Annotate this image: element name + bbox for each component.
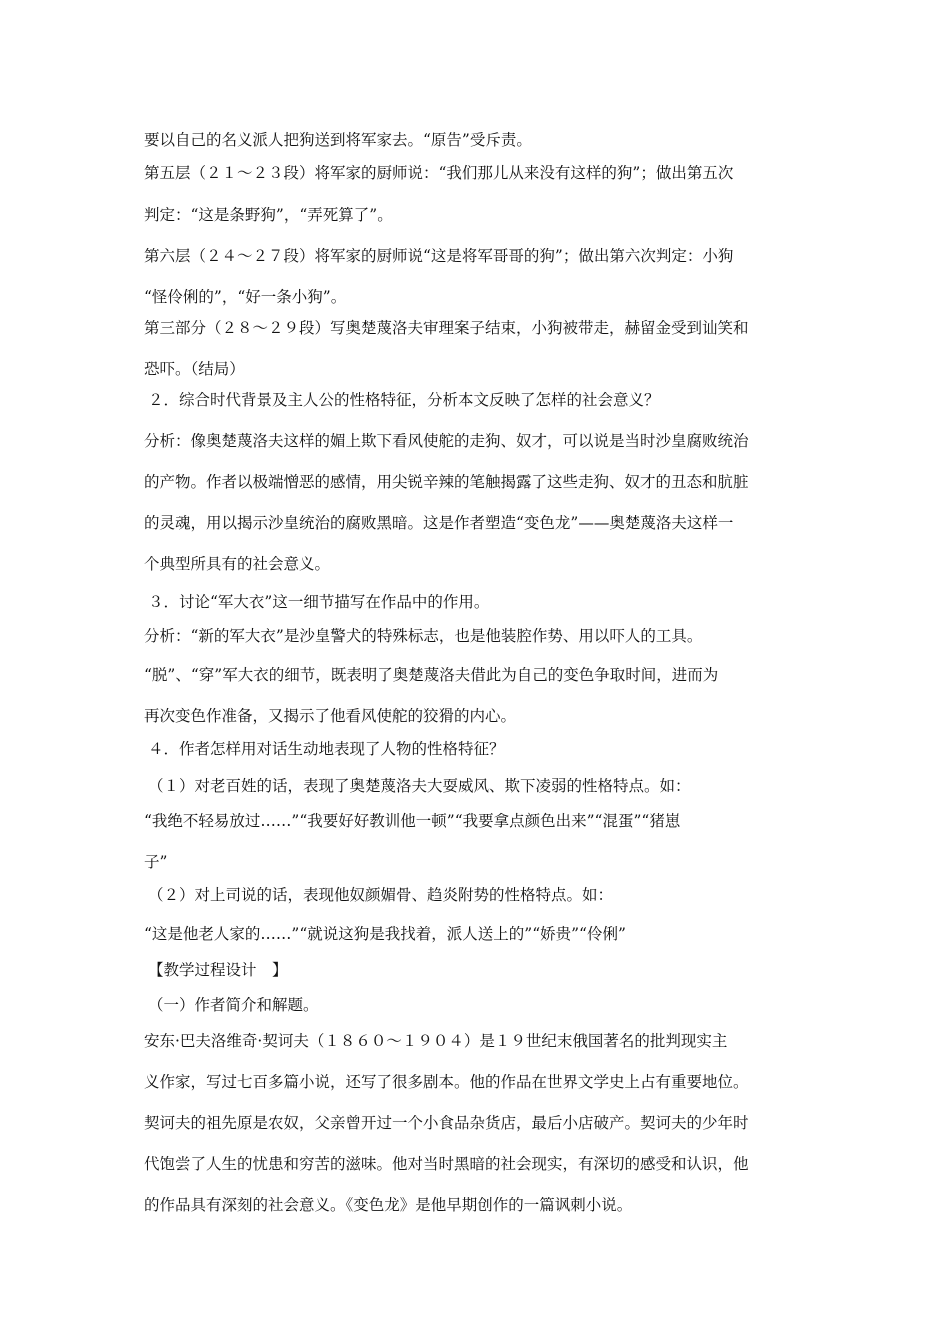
text-line: 再次变色作准备，又揭示了他看风使舵的狡猾的内心。 <box>144 707 517 725</box>
text-line: 契诃夫的祖先原是农奴，父亲曾开过一个小食品杂货店，最后小店破产。契诃夫的少年时 <box>144 1114 749 1132</box>
text-line: 个典型所具有的社会意义。 <box>144 555 331 573</box>
text-line: 子” <box>144 853 168 871</box>
question-heading: ３．讨论“军大衣”这一细节描写在作品中的作用。 <box>148 593 490 611</box>
text-line: 恐吓。（结局） <box>144 360 245 378</box>
text-line: 的产物。作者以极端憎恶的感情，用尖锐辛辣的笔触揭露了这些走狗、奴才的丑态和肮脏 <box>144 473 749 491</box>
question-heading: ４．作者怎样用对话生动地表现了人物的性格特征？ <box>148 740 505 758</box>
text-line: “脱”、“穿”军大衣的细节，既表明了奥楚蔑洛夫借此为自己的变色争取时间，进而为 <box>144 666 719 684</box>
text-line: 要以自己的名义派人把狗送到将军家去。“原告”受斥责。 <box>144 131 532 149</box>
subsection-heading: （一）作者简介和解题。 <box>148 996 319 1014</box>
text-line: （１）对老百姓的话，表现了奥楚蔑洛夫大耍威风、欺下凌弱的性格特点。如： <box>148 777 691 795</box>
text-line: 分析：“新的军大衣”是沙皇警犬的特殊标志，也是他装腔作势、用以吓人的工具。 <box>144 627 703 645</box>
section-heading: 【教学过程设计 】 <box>148 961 288 979</box>
text-line: 第六层（２４～２７段）将军家的厨师说“这是将军哥哥的狗”；做出第六次判定：小狗 <box>144 247 734 265</box>
text-line: 判定：“这是条野狗”，“弄死算了”。 <box>144 206 393 224</box>
text-line: （２）对上司说的话，表现他奴颜媚骨、趋炎附势的性格特点。如： <box>148 886 614 904</box>
text-line: “这是他老人家的……”“就说这狗是我找着，派人送上的”“娇贵”“伶俐” <box>144 925 626 943</box>
text-line: 代饱尝了人生的忧患和穷苦的滋味。他对当时黑暗的社会现实，有深切的感受和认识，他 <box>144 1155 749 1173</box>
text-line: 的作品具有深刻的社会意义。《变色龙》是他早期创作的一篇讽刺小说。 <box>144 1196 633 1214</box>
text-line: 安东·巴夫洛维奇·契诃夫（１８６０～１９０４）是１９世纪末俄国著名的批判现实主 <box>144 1032 728 1050</box>
text-line: “我绝不轻易放过……”“我要好好教训他一顿”“我要拿点颜色出来”“混蛋”“猪崽 <box>144 812 681 830</box>
text-line: 第三部分（２８～２９段）写奥楚蔑洛夫审理案子结束，小狗被带走，赫留金受到讪笑和 <box>144 319 749 337</box>
text-line: 义作家，写过七百多篇小说，还写了很多剧本。他的作品在世界文学史上占有重要地位。 <box>144 1073 749 1091</box>
text-line: 的灵魂，用以揭示沙皇统治的腐败黑暗。这是作者塑造“变色龙”——奥楚蔑洛夫这样一 <box>144 514 734 532</box>
question-heading: ２．综合时代背景及主人公的性格特征，分析本文反映了怎样的社会意义？ <box>148 391 660 409</box>
text-line: 第五层（２１～２３段）将军家的厨师说：“我们那儿从来没有这样的狗”；做出第五次 <box>144 164 734 182</box>
text-line: 分析：像奥楚蔑洛夫这样的媚上欺下看风使舵的走狗、奴才，可以说是当时沙皇腐败统治 <box>144 432 749 450</box>
text-line: “怪伶俐的”，“好一条小狗”。 <box>144 288 347 306</box>
